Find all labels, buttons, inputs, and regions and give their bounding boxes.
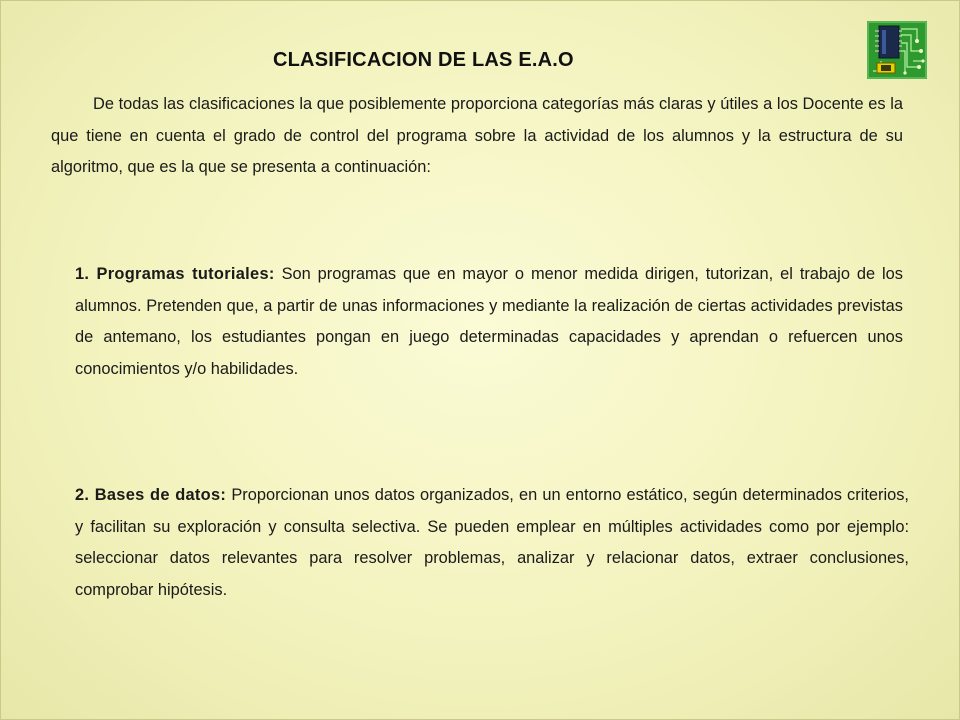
list-item: [75, 259, 903, 385]
item-text: Son programas que en mayor o menor medida dirigen, tutorizan, el trabajo de los alumnos. Pretenden que, a partir de unas informaciones y mediante la realización de ciertas actividades previstas de antemano, los estudiantes pongan en juego determinadas capacidades y aprendan o refuercen unos conocimientos y/o habilidades.: [75, 265, 903, 378]
circuit-board-chip-icon: [867, 21, 927, 79]
item-heading: 1. Programas tutoriales:: [75, 265, 275, 283]
intro-paragraph: De todas las clasificaciones la que posiblemente proporciona categorías más claras y útiles a los Docente es la que tiene en cuenta el grado de control del programa sobre la actividad de los alumnos y la estructura de su algoritmo, que es la que se presenta a continuación:: [51, 95, 903, 176]
item-heading: 2. Bases de datos:: [75, 486, 227, 504]
list-item: [75, 480, 909, 606]
slide-title: CLASIFICACION DE LAS E.A.O: [273, 49, 574, 71]
item-text: Proporcionan unos datos organizados, en un entorno estático, según determinados criterios, y facilitan su exploración y consulta selectiva. Se pueden emplear en múltiples actividades como por ejemplo: seleccionar datos relevantes para resolver problemas, analizar y relacionar datos, extraer conclusiones, comprobar hipótesis.: [75, 486, 909, 599]
